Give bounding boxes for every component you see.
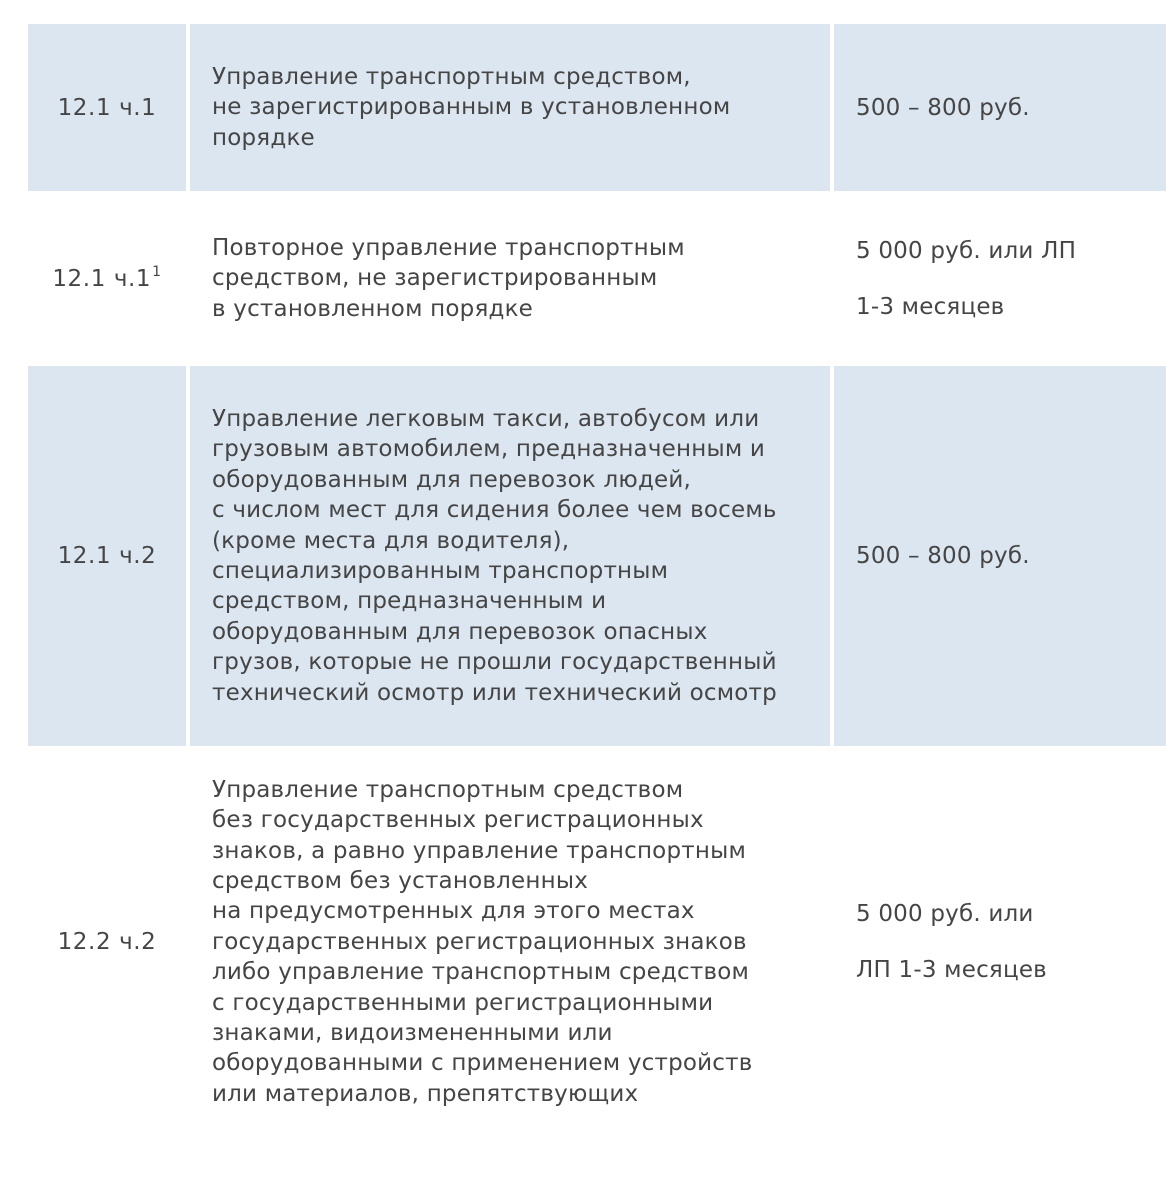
article-cell [28, 746, 186, 1138]
table-row [28, 746, 1166, 1138]
description-text: Управление легковым такси, автобусом или грузовым автомобилем, предназначенным и оборудованным для перевозок людей, с числом мест для сидения более чем восемь (кроме места для водителя), специализированным транспортным средством, предназначенным и оборудованным для перевозок опасных грузов, которые не прошли государственный технический осмотр или технический осмотр [212, 405, 777, 706]
article-number: 12.1 ч.2 [57, 543, 157, 569]
description-text: Управление транспортным средством без государственных регистрационных знаков, а равно управление транспортным средством без установленных на предусмотренных для этого местах государственных регистрационных знаков либо управление транспортным средством с государственными регистрационными знаками, видоизмененными или оборудованными с применением устройств или материалов, препятствующих [212, 776, 753, 1107]
article-number: 12.2 ч.2 [57, 929, 157, 955]
penalty-cell [834, 746, 1166, 1138]
table-row [28, 366, 1166, 746]
penalties-table [28, 24, 1166, 1138]
article-number: 12.1 $ч.1^1$ [52, 263, 162, 292]
description-cell [190, 366, 830, 746]
article-number: 12.1 ч.1 [57, 94, 157, 121]
description-cell [190, 191, 830, 366]
article-cell [28, 24, 186, 191]
penalty-cell [834, 24, 1166, 191]
description-text: Повторное управление транспортным средством, не зарегистрированным в установленном порядке [212, 234, 685, 322]
article-cell [28, 191, 186, 366]
description-cell [190, 746, 830, 1138]
penalty-cell [834, 191, 1166, 366]
description-text: Управление транспортным средством, не зарегистрированным в установленном порядке [212, 63, 731, 151]
table-row [28, 191, 1166, 366]
penalty-text: 5 000 руб. или ЛП 1-3 месяцев [856, 237, 1077, 320]
table-row [28, 24, 1166, 191]
description-cell [190, 24, 830, 191]
penalty-cell [834, 366, 1166, 746]
penalty-text: 500 – 800 руб. [856, 94, 1030, 121]
penalty-text: 500 – 800 руб. [856, 543, 1030, 569]
article-cell [28, 366, 186, 746]
penalty-text: 5 000 руб. или ЛП 1-3 месяцев [856, 901, 1047, 983]
article-superscript: 1 [152, 263, 162, 280]
